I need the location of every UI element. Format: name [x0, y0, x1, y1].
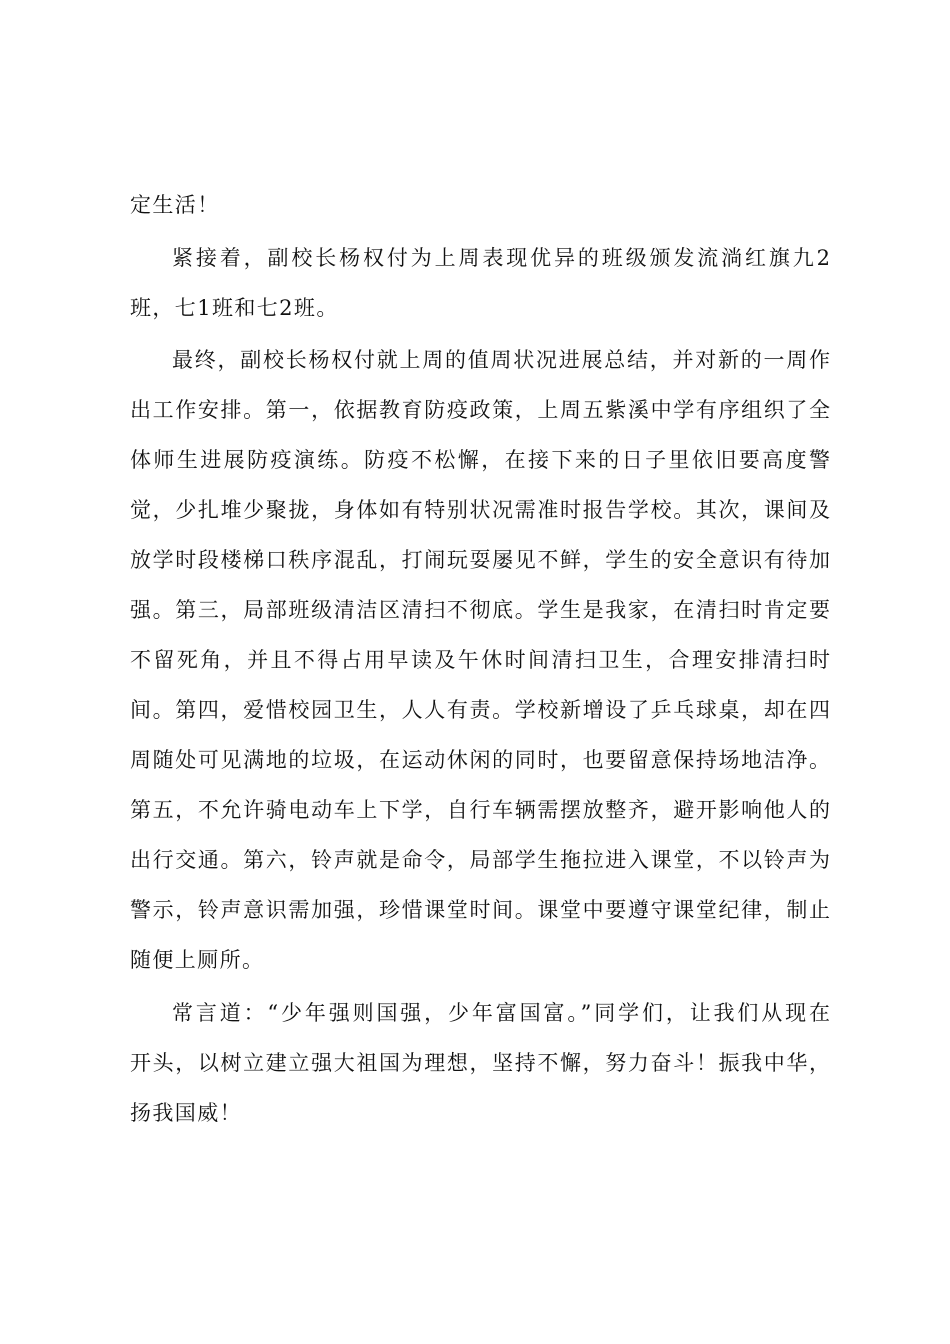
paragraph-3-line-6: 强。第三，局部班级清洁区清扫不彻底。学生是我家，在清扫时肯定要: [130, 598, 830, 622]
paragraph-4-line-1: 常言道：“少年强则国强，少年富国富。”同学们，让我们从现在: [172, 1001, 830, 1025]
paragraph-3-line-2: 出工作安排。第一，依据教育防疫政策，上周五紫溪中学有序组织了全: [130, 398, 830, 422]
paragraph-3-line-7: 不留死角，并且不得占用早读及午休时间清扫卫生，合理安排清扫时: [130, 648, 830, 672]
paragraph-3-line-12: 警示，铃声意识需加强，珍惜课堂时间。课堂中要遵守课堂纪律，制止: [130, 898, 830, 922]
paragraph-3-line-4: 觉，少扎堆少聚拢，身体如有特别状况需准时报告学校。其次，课间及: [130, 498, 830, 522]
paragraph-4-line-2: 开头，以树立建立强大祖国为理想，坚持不懈，努力奋斗！振我中华，: [130, 1051, 830, 1075]
paragraph-3-line-13: 随便上厕所。: [130, 948, 265, 972]
paragraph-3-line-3: 体师生进展防疫演练。防疫不松懈，在接下来的日子里依旧要高度警: [130, 448, 830, 472]
paragraph-3-line-9: 周随处可见满地的垃圾，在运动休闲的同时，也要留意保持场地洁净。: [130, 748, 830, 772]
paragraph-3-line-5: 放学时段楼梯口秩序混乱，打闹玩耍屡见不鲜，学生的安全意识有待加: [130, 548, 830, 572]
paragraph-4-line-3: 扬我国威！: [130, 1101, 242, 1125]
paragraph-3-line-11: 出行交通。第六，铃声就是命令，局部学生拖拉进入课堂，不以铃声为: [130, 848, 830, 872]
paragraph-3-line-1: 最终，副校长杨权付就上周的值周状况进展总结，并对新的一周作: [172, 348, 830, 372]
paragraph-2-line-1: 紧接着，副校长杨权付为上周表现优异的班级颁发流淌红旗九2: [172, 246, 830, 270]
paragraph-3-line-8: 间。第四，爱惜校园卫生，人人有责。学校新增设了乒乓球桌，却在四: [130, 698, 830, 722]
text-line-1: 定生活！: [130, 193, 220, 217]
paragraph-2-line-2: 班，七1班和七2班。: [130, 296, 339, 320]
paragraph-3-line-10: 第五，不允许骑电动车上下学，自行车辆需摆放整齐，避开影响他人的: [130, 798, 830, 822]
